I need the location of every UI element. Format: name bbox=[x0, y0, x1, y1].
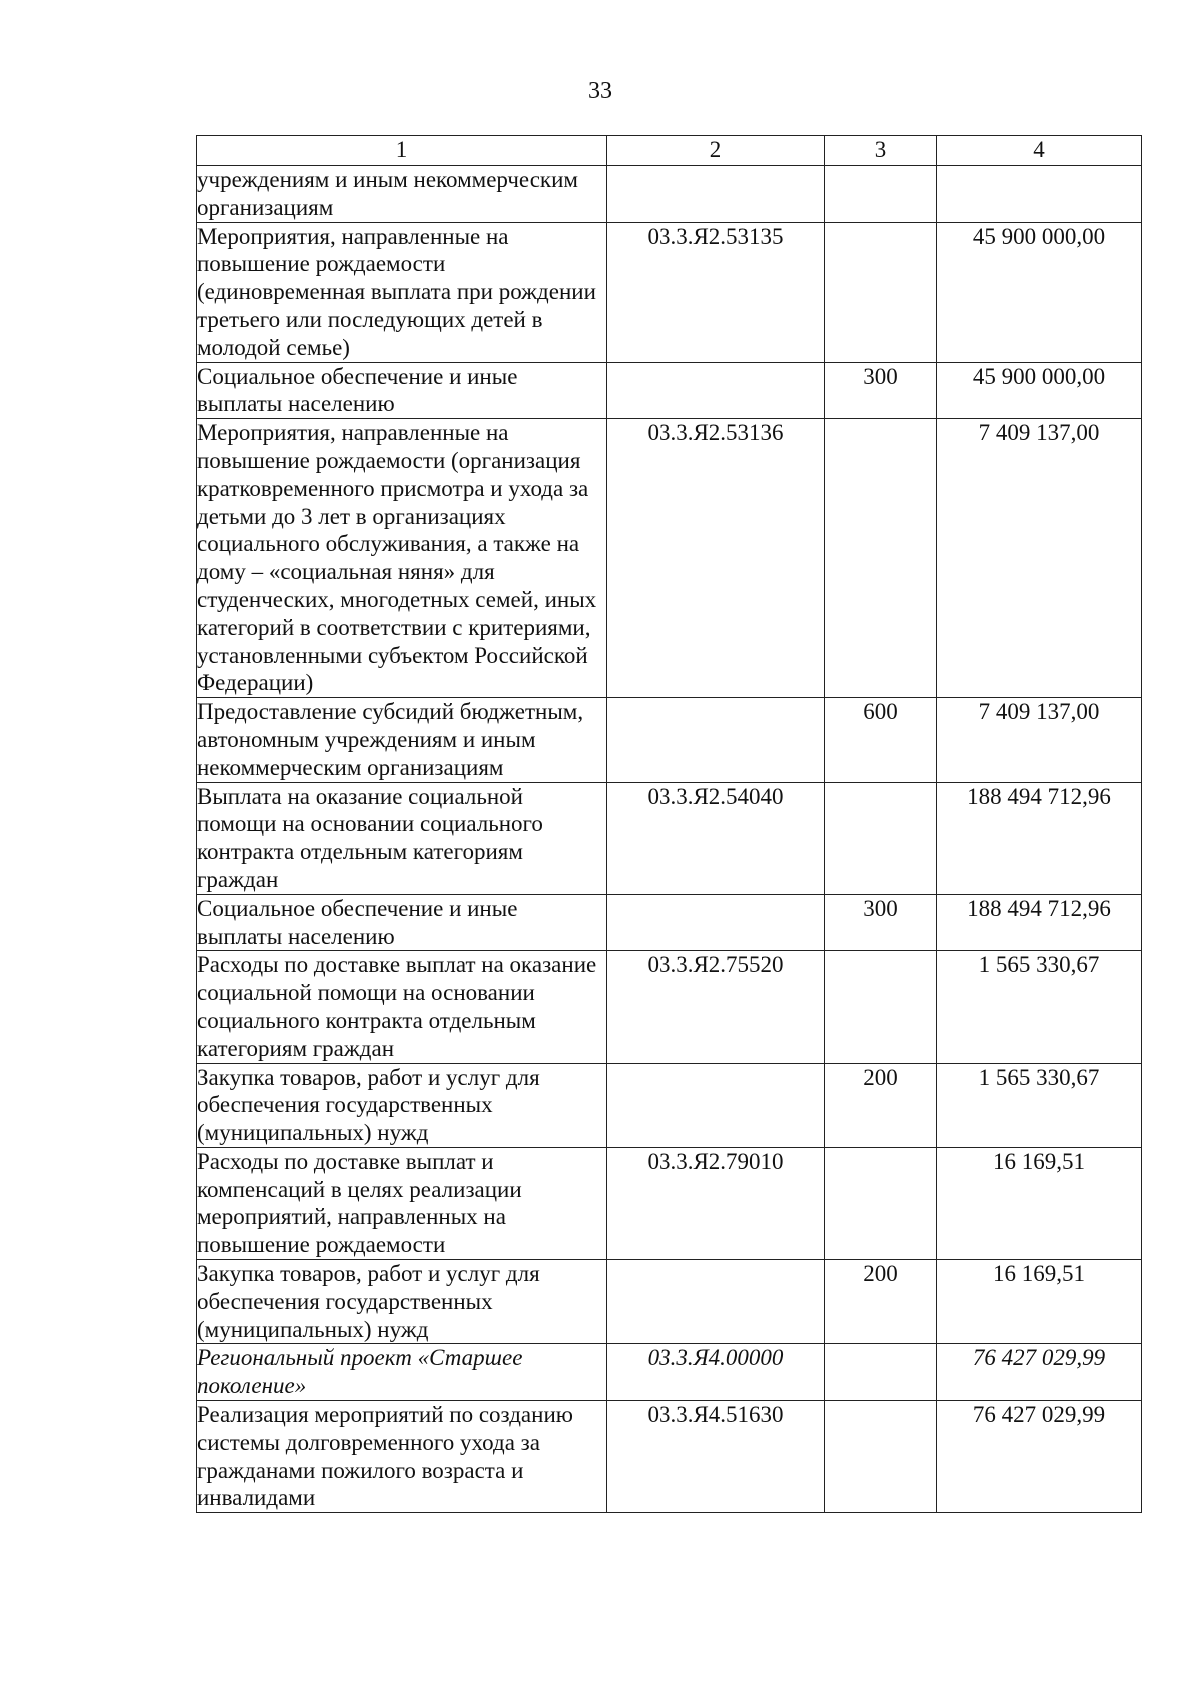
table-row bbox=[197, 1344, 1142, 1401]
expense-type-cell bbox=[825, 419, 937, 698]
expense-type-cell bbox=[825, 1344, 937, 1401]
column-header-4: 4 bbox=[937, 136, 1142, 166]
amount-cell: 1 565 330,67 bbox=[937, 1063, 1142, 1147]
target-code-cell bbox=[607, 698, 825, 782]
expense-type-cell bbox=[825, 951, 937, 1063]
table-row bbox=[197, 1147, 1142, 1259]
amount-cell: 76 427 029,99 bbox=[937, 1401, 1142, 1513]
column-header-3: 3 bbox=[825, 136, 937, 166]
item-name-cell: Расходы по доставке выплат и компенсаций в целях реализации мероприятий, направленных на повышение рождаемости bbox=[197, 1147, 607, 1259]
target-code-cell bbox=[607, 362, 825, 419]
target-code-cell bbox=[607, 1260, 825, 1344]
table-row bbox=[197, 698, 1142, 782]
item-name-cell: Социальное обеспечение и иные выплаты населению bbox=[197, 894, 607, 951]
item-name-cell: Региональный проект «Старшее поколение» bbox=[197, 1344, 607, 1401]
amount-cell: 45 900 000,00 bbox=[937, 222, 1142, 362]
target-code-cell bbox=[607, 894, 825, 951]
target-code-cell bbox=[607, 1063, 825, 1147]
item-name-cell: Расходы по доставке выплат на оказание социальной помощи на основании социального контракта отдельным категориям граждан bbox=[197, 951, 607, 1063]
item-name-cell: учреждениям и иным некоммерческим организациям bbox=[197, 166, 607, 223]
expense-type-cell bbox=[825, 166, 937, 223]
table-header-row bbox=[197, 136, 1142, 166]
amount-cell: 7 409 137,00 bbox=[937, 419, 1142, 698]
target-code-cell: 03.3.Я4.51630 bbox=[607, 1401, 825, 1513]
target-code-cell bbox=[607, 166, 825, 223]
target-code-cell: 03.3.Я2.79010 bbox=[607, 1147, 825, 1259]
table-row bbox=[197, 222, 1142, 362]
target-code-cell: 03.3.Я2.54040 bbox=[607, 782, 825, 894]
table-body bbox=[197, 166, 1142, 1513]
item-name-cell: Социальное обеспечение и иные выплаты населению bbox=[197, 362, 607, 419]
amount-cell: 16 169,51 bbox=[937, 1147, 1142, 1259]
target-code-cell: 03.3.Я2.53136 bbox=[607, 419, 825, 698]
expense-type-cell: 200 bbox=[825, 1260, 937, 1344]
amount-cell: 188 494 712,96 bbox=[937, 894, 1142, 951]
item-name-cell: Закупка товаров, работ и услуг для обеспечения государственных (муниципальных) нужд bbox=[197, 1260, 607, 1344]
table-row bbox=[197, 1063, 1142, 1147]
budget-table bbox=[196, 135, 1142, 1513]
table-row bbox=[197, 894, 1142, 951]
amount-cell: 76 427 029,99 bbox=[937, 1344, 1142, 1401]
column-header-1: 1 bbox=[197, 136, 607, 166]
item-name-cell: Предоставление субсидий бюджетным, автономным учреждениям и иным некоммерческим организациям bbox=[197, 698, 607, 782]
amount-cell: 1 565 330,67 bbox=[937, 951, 1142, 1063]
expense-type-cell: 200 bbox=[825, 1063, 937, 1147]
amount-cell: 45 900 000,00 bbox=[937, 362, 1142, 419]
amount-cell bbox=[937, 166, 1142, 223]
table-row bbox=[197, 1401, 1142, 1513]
table-row bbox=[197, 419, 1142, 698]
expense-type-cell: 600 bbox=[825, 698, 937, 782]
expense-type-cell bbox=[825, 782, 937, 894]
expense-type-cell bbox=[825, 1147, 937, 1259]
table-row bbox=[197, 782, 1142, 894]
amount-cell: 7 409 137,00 bbox=[937, 698, 1142, 782]
target-code-cell: 03.3.Я4.00000 bbox=[607, 1344, 825, 1401]
page-number: 33 bbox=[588, 78, 612, 104]
column-header-2: 2 bbox=[607, 136, 825, 166]
table-row bbox=[197, 951, 1142, 1063]
target-code-cell: 03.3.Я2.53135 bbox=[607, 222, 825, 362]
amount-cell: 16 169,51 bbox=[937, 1260, 1142, 1344]
expense-type-cell: 300 bbox=[825, 894, 937, 951]
expense-type-cell: 300 bbox=[825, 362, 937, 419]
item-name-cell: Реализация мероприятий по созданию системы долговременного ухода за гражданами пожилого возраста и инвалидами bbox=[197, 1401, 607, 1513]
table-row bbox=[197, 362, 1142, 419]
expense-type-cell bbox=[825, 222, 937, 362]
table-row bbox=[197, 166, 1142, 223]
amount-cell: 188 494 712,96 bbox=[937, 782, 1142, 894]
target-code-cell: 03.3.Я2.75520 bbox=[607, 951, 825, 1063]
expense-type-cell bbox=[825, 1401, 937, 1513]
item-name-cell: Мероприятия, направленные на повышение рождаемости (единовременная выплата при рождении третьего или последующих детей в молодой семье) bbox=[197, 222, 607, 362]
item-name-cell: Мероприятия, направленные на повышение рождаемости (организация кратковременного присмотра и ухода за детьми до 3 лет в организациях социального обслуживания, а также на дому – «социальная няня» для студенческих, многодетных семей, иных категорий в соответствии с критериями, установленными субъектом Российской Федерации) bbox=[197, 419, 607, 698]
table-row bbox=[197, 1260, 1142, 1344]
item-name-cell: Закупка товаров, работ и услуг для обеспечения государственных (муниципальных) нужд bbox=[197, 1063, 607, 1147]
item-name-cell: Выплата на оказание социальной помощи на основании социального контракта отдельным категориям граждан bbox=[197, 782, 607, 894]
